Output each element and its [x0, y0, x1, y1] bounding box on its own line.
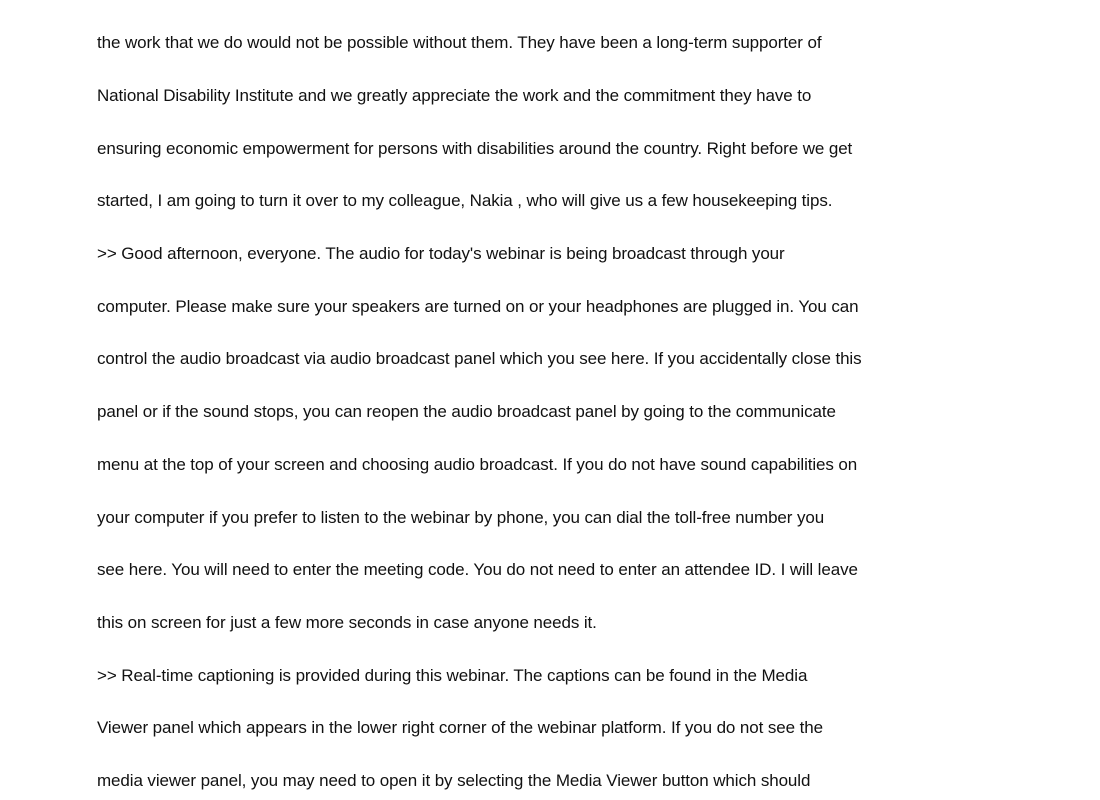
- text-line: ensuring economic empowerment for persons with disabilities around the country. Right before we get: [97, 139, 853, 158]
- text-line: started, I am going to turn it over to my colleague, Nakia , who will give us a few housekeeping tips.: [97, 191, 833, 210]
- text-line: menu at the top of your screen and choosing audio broadcast. If you do not have sound capabilities on: [97, 455, 858, 474]
- speaker-turn-line: >> Real-time captioning is provided during this webinar. The captions can be found in the Media: [97, 666, 808, 685]
- text-line: see here. You will need to enter the meeting code. You do not need to enter an attendee ID. I will leave: [97, 560, 858, 579]
- text-line: media viewer panel, you may need to open it by selecting the Media Viewer button which should: [97, 771, 811, 790]
- text-line: Viewer panel which appears in the lower right corner of the webinar platform. If you do not see the: [97, 718, 823, 737]
- text-line: this on screen for just a few more seconds in case anyone needs it.: [97, 613, 597, 632]
- text-line: your computer if you prefer to listen to the webinar by phone, you can dial the toll-free number you: [97, 508, 825, 527]
- text-line: panel or if the sound stops, you can reopen the audio broadcast panel by going to the communicate: [97, 402, 836, 421]
- text-line: National Disability Institute and we greatly appreciate the work and the commitment they have to: [97, 86, 812, 105]
- text-line: the work that we do would not be possible without them. They have been a long-term supporter of: [97, 33, 822, 52]
- text-line: control the audio broadcast via audio broadcast panel which you see here. If you accidentally close this: [97, 349, 862, 368]
- text-line: computer. Please make sure your speakers are turned on or your headphones are plugged in. You can: [97, 297, 859, 316]
- speaker-turn-line: >> Good afternoon, everyone. The audio for today's webinar is being broadcast through your: [97, 244, 785, 263]
